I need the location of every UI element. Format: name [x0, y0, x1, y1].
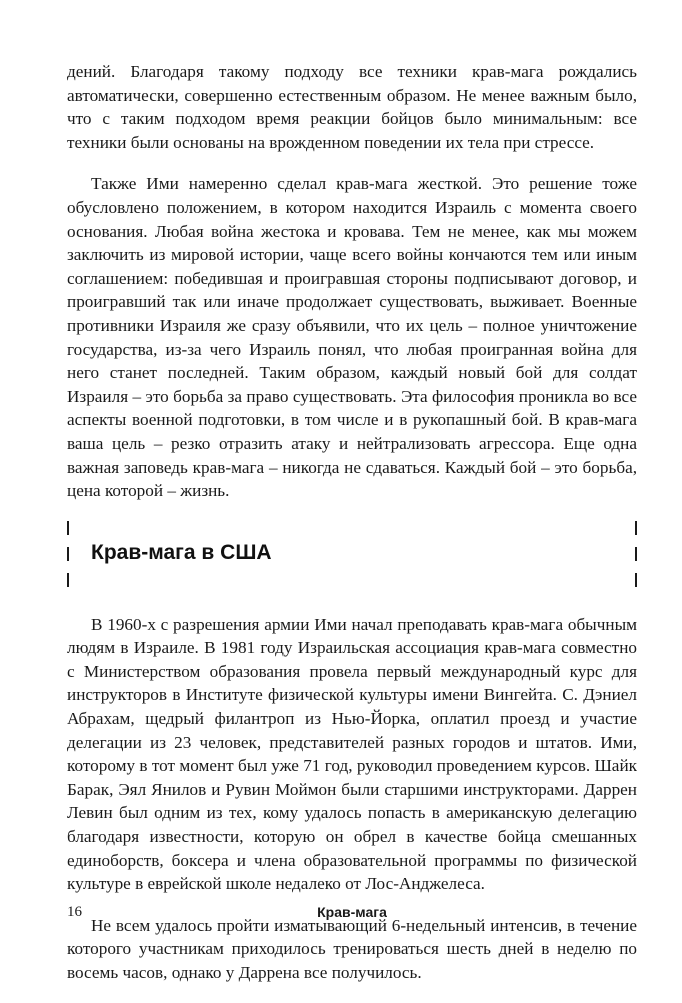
section-rule-right: [635, 573, 637, 587]
section-rule-left: [67, 573, 69, 587]
section-rule-right: [635, 547, 637, 561]
page-footer: [67, 904, 637, 926]
section-title: Крав-мага в США: [91, 540, 272, 564]
paragraph-usa-history: В 1960-х с разрешения армии Ими начал преподавать крав-мага обычным людям в Израиле. В 1981 году Израильская ассоциация крав-мага совместно с Министерством образования провела первый международный курс для инструкторов в Институте физической культуры имени Вингейта. С. Дэниел Абрахам, щедрый филантроп из Нью-Йорка, оплатил проезд и участие делегации из 23 человек, представителей разных городов и штатов. Ими, которому в тот момент был уже 71 год, руководил проведением курсов. Шайк Барак, Эял Янилов и Рувин Моймон были старшими инструкторами. Даррен Левин был одним из тех, кому удалось попасть в американскую делегацию благодаря известности, которую он обрел в качестве бойца смешанных единоборств, боксера и члена образовательной программы по физической культуре в еврейской школе недалеко от Лос-Анджелеса.: [67, 614, 637, 894]
page-number: 16: [67, 904, 82, 920]
section-rule-right: [635, 521, 637, 535]
running-title: Крав-мага: [317, 904, 387, 920]
paragraph-intensive-course: Не всем удалось пройти изматывающий 6-недельный интенсив, в течение которого участникам приходилось тренироваться шесть дней в неделю по восемь часов, однако у Даррена все получилось.: [67, 915, 637, 982]
section-rule-left: [67, 547, 69, 561]
page-body: [67, 60, 637, 1003]
paragraph-continuation: дений. Благодаря такому подходу все техники крав-мага рождались автоматически, совершенно естественным образом. Не менее важным было, что с таким подходом время реакции бойцов было минимальным: все техники были основаны на врожденном поведении их тела при стрессе.: [67, 62, 637, 152]
section-heading-block: [67, 521, 637, 587]
section-rule-left: [67, 521, 69, 535]
paragraph-harshness: Также Ими намеренно сделал крав-мага жесткой. Это решение тоже обусловлено положением, в котором находится Израиль с момента своего основания. Любая война жестока и кровава. Тем не менее, как мы можем заключить из мировой истории, чаще всего войны кончаются тем или иным соглашением: победившая и проигравшая стороны подписывают договор, и проигравший так или иначе продолжает существовать, выживает. Военные противники Израиля же сразу объявили, что их цель – полное уничтожение государства, из-за чего Израиль понял, что любая проигранная война для него станет последней. Таким образом, каждый новый бой для солдат Израиля – это борьба за право существовать. Эта философия проникла во все аспекты военной подготовки, в том числе и в рукопашный бой. В крав-мага ваша цель – резко отразить атаку и нейтрализовать агрессора. Еще одна важная заповедь крав-мага – никогда не сдаваться. Каждый бой – это борьба, цена которой – жизнь.: [67, 174, 637, 501]
